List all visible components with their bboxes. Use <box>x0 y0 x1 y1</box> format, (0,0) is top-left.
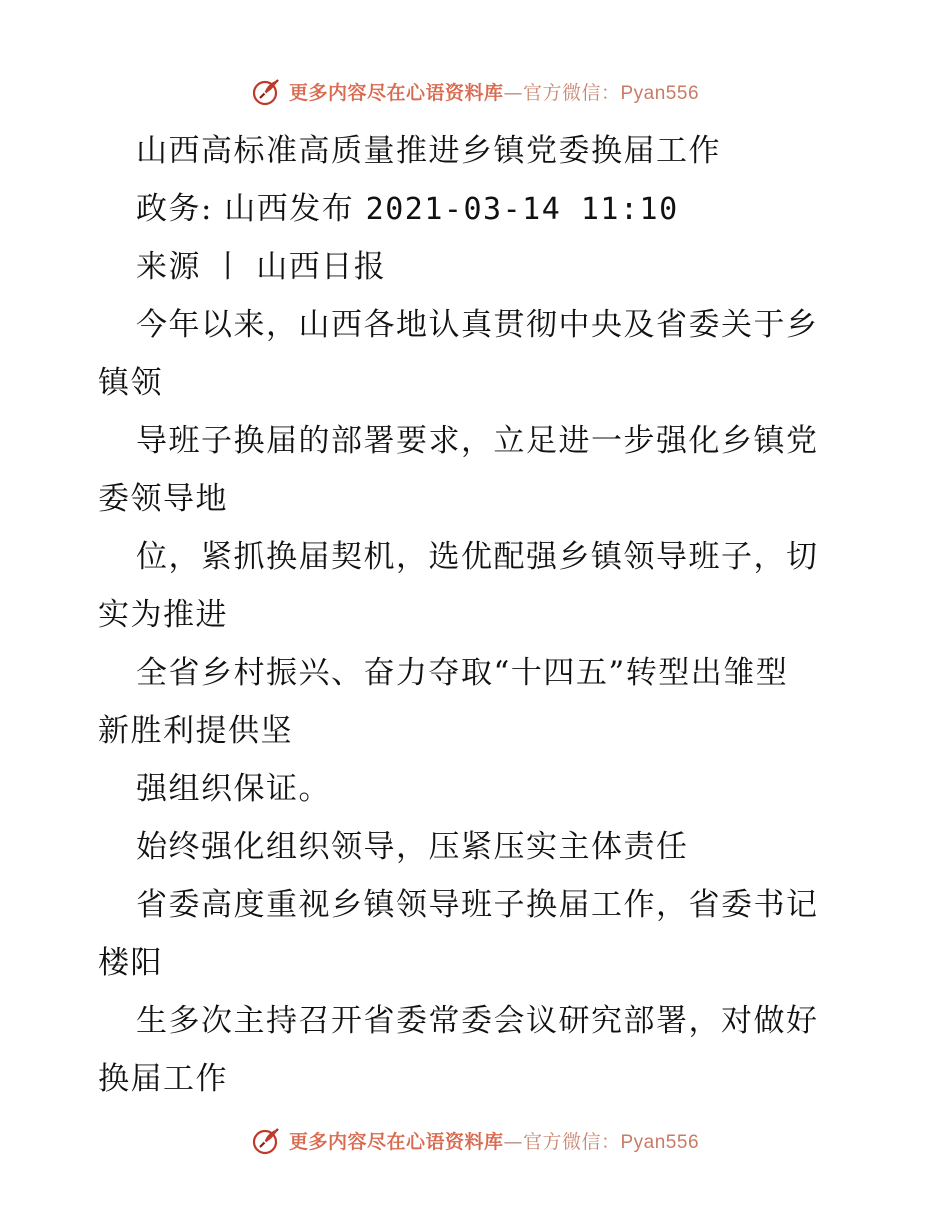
watermark-text <box>289 1127 699 1154</box>
section-heading: 始终强化组织领导，压紧压实主体责任 <box>136 829 689 865</box>
watermark-wechat-id: Pyan556 <box>620 82 700 104</box>
watermark-text <box>289 78 699 105</box>
paragraph-line: 省委高度重视乡镇领导班子换届工作，省委书记 <box>136 887 819 923</box>
article-body <box>98 122 858 1108</box>
watermark-dash: — <box>503 81 523 104</box>
paragraph-line: 强组织保证。 <box>136 771 331 807</box>
paragraph-line: 委领导地 <box>98 481 228 517</box>
article-source: 来源 丨 山西日报 <box>136 249 387 285</box>
header-watermark <box>0 71 950 111</box>
paragraph-line: 新胜利提供坚 <box>98 713 293 749</box>
paragraph-line: 镇领 <box>98 365 163 401</box>
watermark-dash: — <box>503 1130 523 1153</box>
meta-prefix: 政务: 山西发布 <box>136 191 366 227</box>
paragraph-line: 位，紧抓换届契机，选优配强乡镇领导班子，切 <box>136 539 819 575</box>
paragraph-line: 换届工作 <box>98 1061 228 1097</box>
watermark-wechat-label: 官方微信： <box>522 1130 621 1153</box>
paragraph-line: 实为推进 <box>98 597 228 633</box>
watermark-wechat-id: Pyan556 <box>620 1131 700 1153</box>
footer-watermark <box>0 1120 950 1160</box>
paragraph-line: 全省乡村振兴、奋力夺取“十四五”转型出雏型 <box>136 655 789 691</box>
quill-logo-icon <box>251 1124 283 1156</box>
quill-logo-icon <box>251 75 283 107</box>
paragraph-line: 生多次主持召开省委常委会议研究部署，对做好 <box>136 1003 819 1039</box>
watermark-main: 更多内容尽在心语资料库 <box>288 81 504 104</box>
watermark-main: 更多内容尽在心语资料库 <box>288 1130 504 1153</box>
paragraph-line: 楼阳 <box>98 945 163 981</box>
paragraph-line: 今年以来，山西各地认真贯彻中央及省委关于乡 <box>136 307 819 343</box>
watermark-wechat-label: 官方微信： <box>522 81 621 104</box>
meta-datetime: 2021-03-14 11:10 <box>365 192 679 227</box>
paragraph-line: 导班子换届的部署要求，立足进一步强化乡镇党 <box>136 423 819 459</box>
article-meta <box>98 180 858 238</box>
article-title: 山西高标准高质量推进乡镇党委换届工作 <box>136 133 721 169</box>
